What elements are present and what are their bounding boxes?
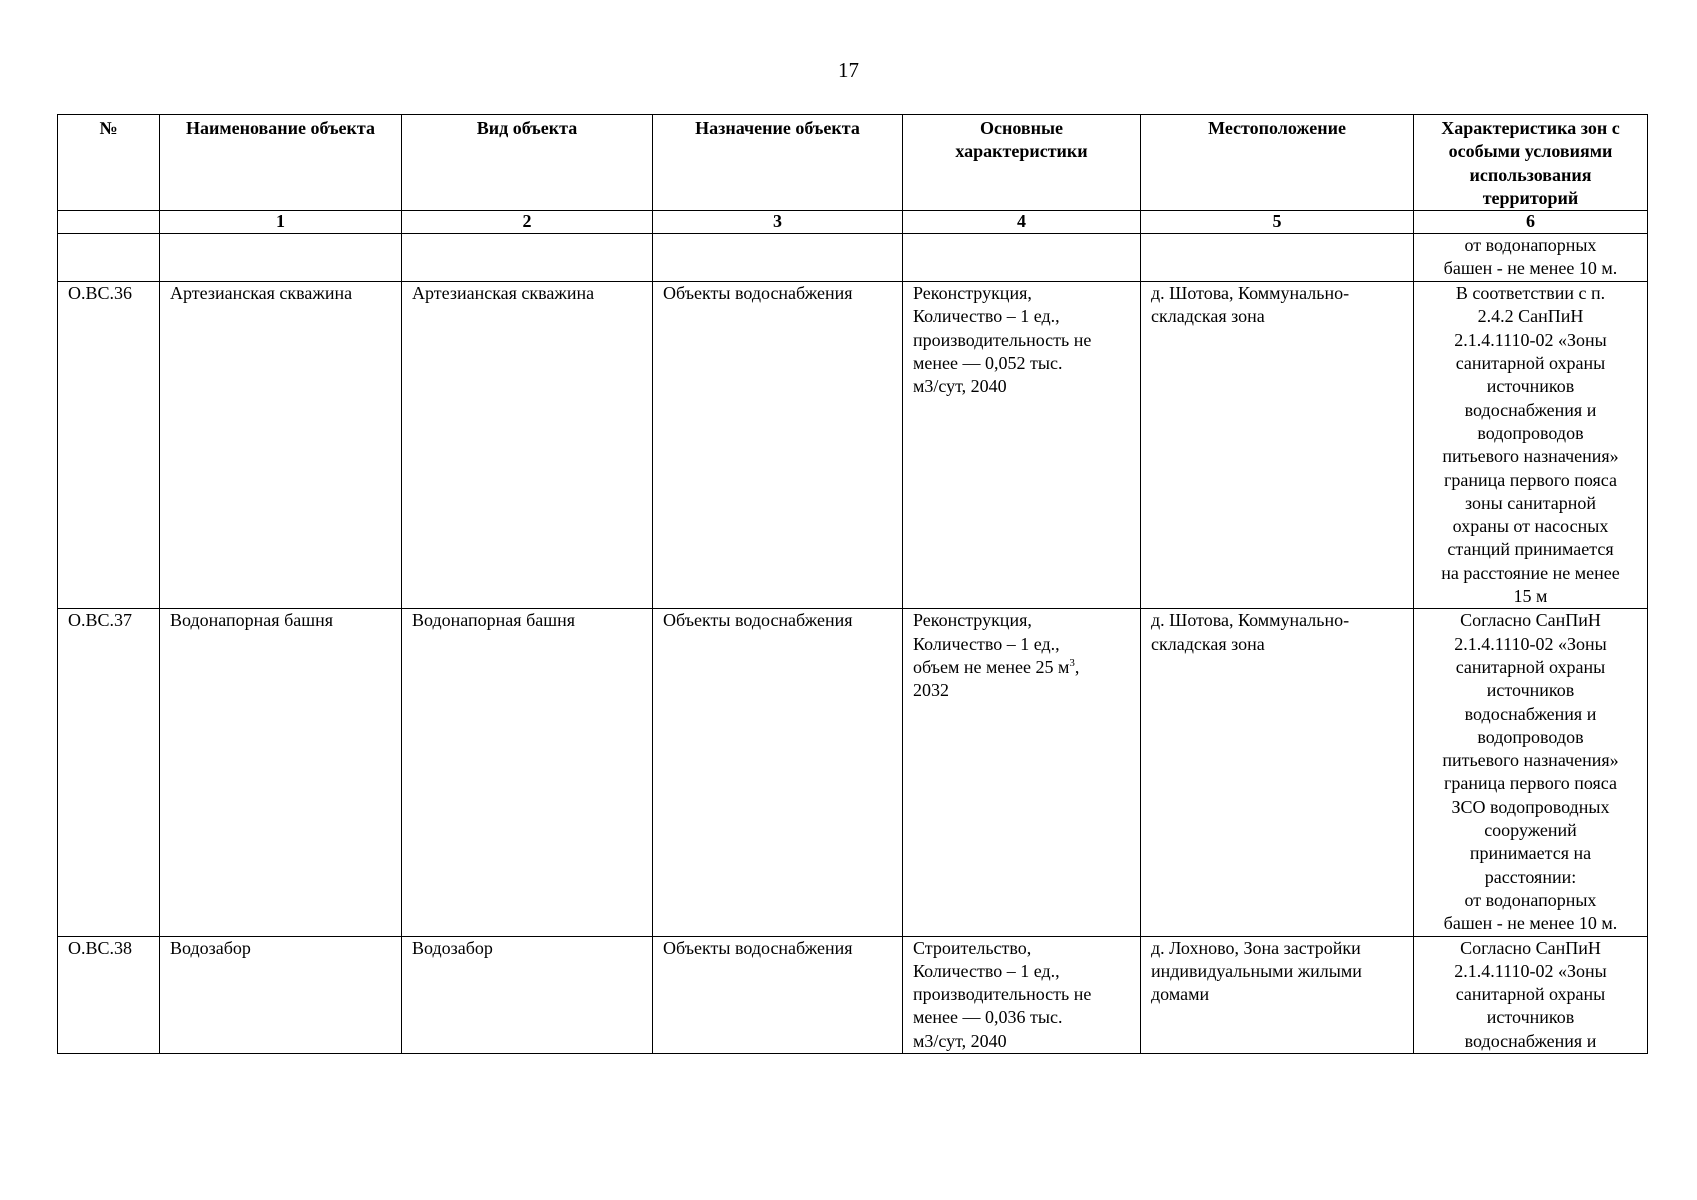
object-code: О.ВС.38 bbox=[58, 936, 160, 1053]
table-cell bbox=[903, 234, 1141, 282]
object-code: О.ВС.36 bbox=[58, 282, 160, 609]
header-number: № bbox=[58, 115, 160, 211]
object-characteristics bbox=[903, 609, 1141, 936]
column-index: 5 bbox=[1141, 211, 1414, 234]
object-characteristics: Реконструкция, Количество – 1 ед., производительность не менее — 0,052 тыс. м3/сут, 2040 bbox=[903, 282, 1141, 609]
table-row bbox=[58, 609, 1648, 936]
object-name: Водозабор bbox=[160, 936, 402, 1053]
table-cell bbox=[58, 234, 160, 282]
object-kind: Водонапорная башня bbox=[402, 609, 653, 936]
column-index-row bbox=[58, 211, 1648, 234]
characteristics-line: Количество – 1 ед., bbox=[913, 633, 1060, 654]
zone-cell: Согласно СанПиН 2.1.4.1110-02 «Зоны санитарной охраны источников водоснабжения и водопроводов питьевого назначения» граница первого пояса ЗСО водопроводных сооружений принимается на расстоянии: от водонапорных башен - не менее 10 м. bbox=[1414, 609, 1648, 936]
objects-table bbox=[57, 114, 1648, 1054]
column-index: 1 bbox=[160, 211, 402, 234]
table-cell bbox=[653, 234, 903, 282]
header-object-purpose: Назначение объекта bbox=[653, 115, 903, 211]
column-index bbox=[58, 211, 160, 234]
header-main-characteristics: Основные характеристики bbox=[903, 115, 1141, 211]
characteristics-line: Реконструкция, bbox=[913, 610, 1032, 631]
object-purpose: Объекты водоснабжения bbox=[653, 936, 903, 1053]
table-row bbox=[58, 936, 1648, 1053]
zone-cell: от водонапорных башен - не менее 10 м. bbox=[1414, 234, 1648, 282]
table-row-continuation bbox=[58, 234, 1648, 282]
zone-cell: Согласно СанПиН 2.1.4.1110-02 «Зоны санитарной охраны источников водоснабжения и bbox=[1414, 936, 1648, 1053]
characteristics-line: , bbox=[1074, 656, 1080, 677]
table-header-row bbox=[58, 115, 1648, 211]
object-location: д. Шотова, Коммунально- складская зона bbox=[1141, 609, 1414, 936]
object-name: Артезианская скважина bbox=[160, 282, 402, 609]
object-purpose: Объекты водоснабжения bbox=[653, 609, 903, 936]
object-kind: Водозабор bbox=[402, 936, 653, 1053]
object-name: Водонапорная башня bbox=[160, 609, 402, 936]
zone-cell: В соответствии с п. 2.4.2 СанПиН 2.1.4.1110-02 «Зоны санитарной охраны источников водоснабжения и водопроводов питьевого назначения» граница первого пояса зоны санитарной охраны от насосных станций принимается на расстояние не менее 15 м bbox=[1414, 282, 1648, 609]
page-number: 17 bbox=[838, 58, 859, 82]
characteristics-line: объем не менее 25 м bbox=[913, 656, 1070, 677]
column-index: 6 bbox=[1414, 211, 1648, 234]
table-cell bbox=[1141, 234, 1414, 282]
column-index: 4 bbox=[903, 211, 1141, 234]
object-location: д. Лохново, Зона застройки индивидуальными жилыми домами bbox=[1141, 936, 1414, 1053]
table-cell bbox=[402, 234, 653, 282]
object-location: д. Шотова, Коммунально- складская зона bbox=[1141, 282, 1414, 609]
header-object-kind: Вид объекта bbox=[402, 115, 653, 211]
header-location: Местоположение bbox=[1141, 115, 1414, 211]
characteristics-line: 2032 bbox=[913, 680, 949, 701]
table-row bbox=[58, 282, 1648, 609]
object-kind: Артезианская скважина bbox=[402, 282, 653, 609]
object-code: О.ВС.37 bbox=[58, 609, 160, 936]
object-characteristics: Строительство, Количество – 1 ед., производительность не менее — 0,036 тыс. м3/сут, 2040 bbox=[903, 936, 1141, 1053]
header-zone-characteristics: Характеристика зон с особыми условиями использования территорий bbox=[1414, 115, 1648, 211]
superscript-unit: 3 bbox=[1069, 656, 1075, 669]
header-object-name: Наименование объекта bbox=[160, 115, 402, 211]
column-index: 2 bbox=[402, 211, 653, 234]
column-index: 3 bbox=[653, 211, 903, 234]
object-purpose: Объекты водоснабжения bbox=[653, 282, 903, 609]
table-cell bbox=[160, 234, 402, 282]
